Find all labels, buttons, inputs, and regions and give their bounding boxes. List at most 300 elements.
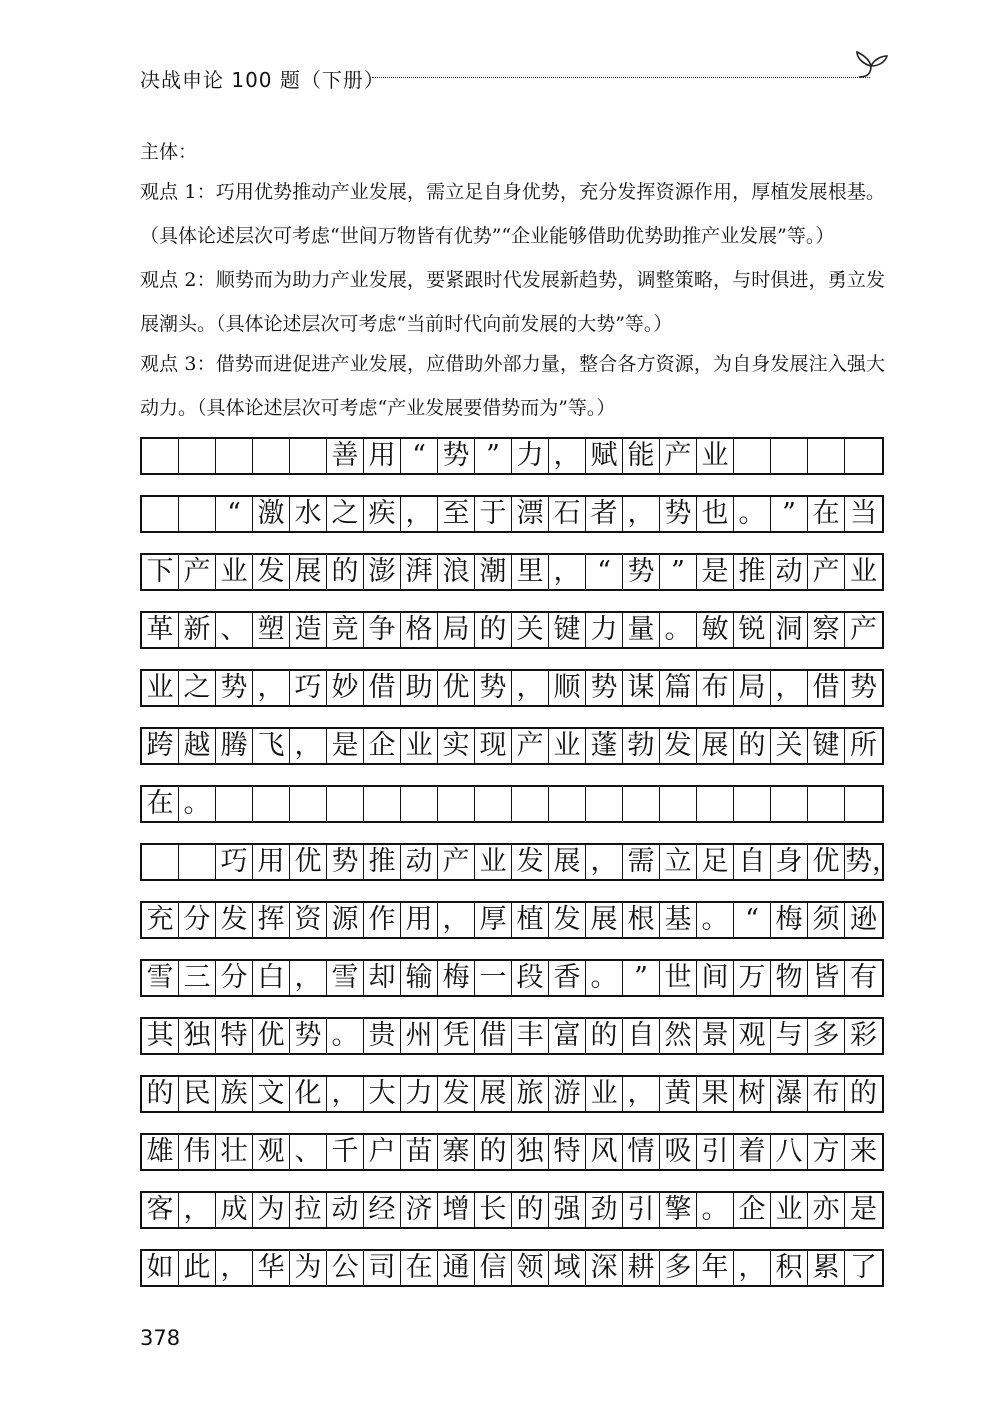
grid-character: ， xyxy=(516,672,544,703)
grid-cell xyxy=(549,961,586,995)
grid-character: 动 xyxy=(775,556,803,587)
grid-cell xyxy=(364,903,401,937)
grid-cell xyxy=(401,787,438,821)
grid-cell xyxy=(253,961,290,995)
grid-cell xyxy=(660,439,697,473)
grid-cell xyxy=(216,1019,253,1053)
grid-cell xyxy=(364,613,401,647)
grid-cell xyxy=(327,439,364,473)
grid-character: 业 xyxy=(553,730,581,761)
grid-character: 寨 xyxy=(442,1136,470,1167)
grid-cell xyxy=(512,1193,549,1227)
grid-cell xyxy=(808,613,845,647)
grid-character: ， xyxy=(442,904,470,935)
grid-cell xyxy=(216,497,253,531)
grid-character: 之 xyxy=(183,672,211,703)
grid-character: 现 xyxy=(479,730,507,761)
grid-cell xyxy=(401,497,438,531)
grid-character: ， xyxy=(627,1078,655,1109)
grid-cell xyxy=(216,671,253,705)
grid-character: 信 xyxy=(479,1252,507,1283)
grid-cell xyxy=(845,845,899,879)
grid-character: 所 xyxy=(850,730,877,761)
grid-character: 域 xyxy=(553,1252,581,1283)
grid-cell xyxy=(364,1251,401,1285)
grid-cell xyxy=(586,1019,623,1053)
grid-cell xyxy=(623,439,660,473)
grid-cell xyxy=(734,439,771,473)
grid-character: 、 xyxy=(294,1136,322,1167)
grid-character: 发 xyxy=(516,846,544,877)
grid-cell xyxy=(771,497,808,531)
grid-character: 领 xyxy=(516,1252,544,1283)
grid-character: 亦 xyxy=(812,1194,840,1225)
viewpoint-2: 观点 2：顺势而为助力产业发展，要紧跟时代发展新趋势，调整策略，与时俱进，勇立发展潮头。（具体论述层次可考虑“当前时代向前发展的大势”等。） xyxy=(140,269,885,335)
grid-character: 苗 xyxy=(405,1136,433,1167)
grid-character: “ xyxy=(227,498,241,529)
grid-cell xyxy=(290,1077,327,1111)
grid-character: 客 xyxy=(146,1194,174,1225)
viewpoint-3: 观点 3：借势而进促进产业发展，应借助外部力量，整合各方资源，为自身发展注入强大动力。（具体论述层次可考虑“产业发展要借势而为”等。） xyxy=(140,353,885,419)
grid-row xyxy=(140,1017,884,1055)
grid-cell xyxy=(623,903,660,937)
grid-cell xyxy=(549,1251,586,1285)
grid-character: 植 xyxy=(516,904,544,935)
grid-character: 观 xyxy=(738,1020,766,1051)
grid-cell xyxy=(438,845,475,879)
grid-cell xyxy=(327,1019,364,1053)
grid-cell xyxy=(697,903,734,937)
grid-character: ” xyxy=(671,556,685,587)
grid-character: 布 xyxy=(812,1078,840,1109)
grid-cell xyxy=(845,961,882,995)
grid-character: 擎 xyxy=(664,1194,692,1225)
grid-cell xyxy=(845,1251,882,1285)
grid-cell xyxy=(327,961,364,995)
header-rule xyxy=(372,77,870,78)
grid-cell xyxy=(845,729,882,763)
grid-cell xyxy=(216,845,253,879)
grid-character: 发 xyxy=(553,904,581,935)
grid-character: 皆 xyxy=(812,962,840,993)
grid-character: 观 xyxy=(257,1136,285,1167)
grid-row xyxy=(140,669,884,707)
grid-character: 作 xyxy=(368,904,396,935)
grid-cell xyxy=(216,439,253,473)
grid-cell xyxy=(697,1135,734,1169)
grid-cell xyxy=(401,671,438,705)
grid-character: 石 xyxy=(553,498,581,529)
grid-character: 展 xyxy=(701,730,729,761)
grid-character: 的 xyxy=(146,1078,174,1109)
grid-cell xyxy=(253,845,290,879)
grid-character: 一 xyxy=(479,962,507,993)
grid-character: 产 xyxy=(183,556,211,587)
grid-cell xyxy=(586,671,623,705)
grid-cell xyxy=(623,845,660,879)
grid-cell xyxy=(475,1019,512,1053)
grid-character: 势 xyxy=(479,672,507,703)
grid-character: 通 xyxy=(442,1252,470,1283)
grid-character: 树 xyxy=(738,1078,766,1109)
grid-cell xyxy=(549,671,586,705)
grid-cell xyxy=(660,729,697,763)
grid-cell xyxy=(549,1135,586,1169)
grid-cell xyxy=(771,1135,808,1169)
grid-cell xyxy=(697,1019,734,1053)
grid-character: 劲 xyxy=(590,1194,618,1225)
grid-character: 分 xyxy=(183,904,211,935)
grid-cell xyxy=(179,555,216,589)
grid-character: 篇 xyxy=(664,672,692,703)
grid-cell xyxy=(253,903,290,937)
grid-cell xyxy=(808,729,845,763)
grid-cell xyxy=(845,439,882,473)
grid-cell xyxy=(734,1019,771,1053)
grid-character: 丰 xyxy=(516,1020,544,1051)
grid-character: 在 xyxy=(405,1252,433,1283)
grid-cell xyxy=(623,671,660,705)
grid-cell xyxy=(438,613,475,647)
grid-cell xyxy=(438,1251,475,1285)
grid-cell xyxy=(475,729,512,763)
grid-cell xyxy=(438,497,475,531)
grid-cell xyxy=(697,671,734,705)
grid-character: 飞 xyxy=(257,730,285,761)
grid-cell xyxy=(290,787,327,821)
grid-character: 的 xyxy=(331,556,359,587)
grid-cell xyxy=(290,1019,327,1053)
grid-character: 腾 xyxy=(220,730,248,761)
grid-character: 在 xyxy=(146,788,174,819)
grid-character: 布 xyxy=(701,672,729,703)
grid-character: 势 xyxy=(627,556,655,587)
grid-cell xyxy=(290,439,327,473)
grid-cell xyxy=(438,555,475,589)
grid-cell xyxy=(290,671,327,705)
grid-cell xyxy=(142,729,179,763)
grid-cell xyxy=(179,729,216,763)
grid-cell xyxy=(771,845,808,879)
grid-cell xyxy=(438,787,475,821)
grid-character: ， xyxy=(294,962,322,993)
grid-character: 分 xyxy=(220,962,248,993)
grid-cell xyxy=(290,961,327,995)
grid-character: 了 xyxy=(850,1252,877,1283)
grid-character: 局 xyxy=(738,672,766,703)
grid-character: 键 xyxy=(553,614,581,645)
grid-character: 深 xyxy=(590,1252,618,1283)
grid-cell xyxy=(438,1019,475,1053)
grid-character: 业 xyxy=(590,1078,618,1109)
grid-character: 。 xyxy=(701,904,729,935)
grid-cell xyxy=(623,729,660,763)
grid-cell xyxy=(808,439,845,473)
grid-cell xyxy=(179,845,216,879)
grid-character: 业 xyxy=(405,730,433,761)
grid-character: 强 xyxy=(553,1194,581,1225)
grid-cell xyxy=(734,961,771,995)
grid-character: 的 xyxy=(479,614,507,645)
grid-character: 户 xyxy=(368,1136,396,1167)
grid-character: 根 xyxy=(627,904,655,935)
grid-character: ” xyxy=(486,440,500,471)
grid-character: 的 xyxy=(590,1020,618,1051)
grid-cell xyxy=(771,671,808,705)
grid-cell xyxy=(253,1019,290,1053)
grid-cell xyxy=(142,1135,179,1169)
grid-cell xyxy=(845,903,882,937)
grid-cell xyxy=(475,961,512,995)
grid-cell xyxy=(586,1135,623,1169)
grid-cell xyxy=(660,903,697,937)
grid-cell xyxy=(512,497,549,531)
grid-cell xyxy=(808,961,845,995)
grid-cell xyxy=(142,613,179,647)
grid-cell xyxy=(142,555,179,589)
grid-cell xyxy=(697,439,734,473)
grid-cell xyxy=(327,671,364,705)
grid-character: 为 xyxy=(257,1194,285,1225)
grid-character: 争 xyxy=(368,614,396,645)
grid-cell xyxy=(327,729,364,763)
grid-character: 立 xyxy=(664,846,692,877)
grid-cell xyxy=(845,555,882,589)
grid-cell xyxy=(660,845,697,879)
grid-character: ， xyxy=(405,498,433,529)
grid-character: 自 xyxy=(627,1020,655,1051)
grid-character: 势 xyxy=(590,672,618,703)
grid-cell xyxy=(808,845,845,879)
grid-cell xyxy=(771,729,808,763)
grid-cell xyxy=(290,555,327,589)
grid-character: 洞 xyxy=(775,614,803,645)
grid-row xyxy=(140,959,884,997)
grid-character: 民 xyxy=(183,1078,211,1109)
grid-character: 者 xyxy=(590,498,618,529)
grid-cell xyxy=(253,1193,290,1227)
grid-cell xyxy=(401,961,438,995)
grid-cell xyxy=(216,1077,253,1111)
grid-character: 富 xyxy=(553,1020,581,1051)
grid-cell xyxy=(364,439,401,473)
grid-character: 用 xyxy=(405,904,433,935)
grid-character: 果 xyxy=(701,1078,729,1109)
grid-cell xyxy=(734,613,771,647)
grid-cell xyxy=(512,845,549,879)
grid-cell xyxy=(660,1019,697,1053)
grid-character: 特 xyxy=(553,1136,581,1167)
grid-cell xyxy=(179,1135,216,1169)
running-header xyxy=(140,58,900,98)
grid-character: 优 xyxy=(812,846,840,877)
grid-character: 势 xyxy=(331,846,359,877)
grid-character: ” xyxy=(782,498,796,529)
grid-character: 关 xyxy=(516,614,544,645)
grid-cell xyxy=(771,961,808,995)
grid-cell xyxy=(549,1193,586,1227)
grid-character: 之 xyxy=(331,498,359,529)
grid-cell xyxy=(660,787,697,821)
grid-cell xyxy=(327,787,364,821)
grid-character: 锐 xyxy=(738,614,766,645)
grid-cell xyxy=(697,787,734,821)
grid-character: 间 xyxy=(701,962,729,993)
grid-cell xyxy=(179,439,216,473)
grid-character: 能 xyxy=(627,440,655,471)
grid-character: 赋 xyxy=(590,440,618,471)
grid-character: 发 xyxy=(220,904,248,935)
grid-row xyxy=(140,843,899,881)
grid-character: 段 xyxy=(516,962,544,993)
grid-cell xyxy=(179,671,216,705)
grid-cell xyxy=(512,961,549,995)
grid-cell xyxy=(808,1251,845,1285)
grid-cell xyxy=(216,1135,253,1169)
grid-cell xyxy=(512,903,549,937)
grid-cell xyxy=(216,555,253,589)
grid-character: 耕 xyxy=(627,1252,655,1283)
grid-cell xyxy=(549,439,586,473)
grid-cell xyxy=(623,1193,660,1227)
grid-character: 展 xyxy=(294,556,322,587)
grid-character: 。 xyxy=(590,962,618,993)
grid-cell xyxy=(327,497,364,531)
grid-character: 业 xyxy=(479,846,507,877)
grid-character: 与 xyxy=(775,1020,803,1051)
grid-character: 动 xyxy=(405,846,433,877)
grid-character: 借 xyxy=(479,1020,507,1051)
grid-character: 量 xyxy=(627,614,655,645)
grid-character: 业 xyxy=(775,1194,803,1225)
grid-cell xyxy=(401,1077,438,1111)
grid-character: 拉 xyxy=(294,1194,322,1225)
grid-cell xyxy=(475,613,512,647)
grid-character: 多 xyxy=(812,1020,840,1051)
grid-cell xyxy=(216,1193,253,1227)
grid-character: 革 xyxy=(146,614,174,645)
grid-cell xyxy=(327,1251,364,1285)
grid-character: 雪 xyxy=(146,962,174,993)
grid-cell xyxy=(808,787,845,821)
grid-cell xyxy=(512,671,549,705)
grid-cell xyxy=(327,845,364,879)
grid-character: 蓬 xyxy=(590,730,618,761)
grid-cell xyxy=(623,961,660,995)
grid-cell xyxy=(216,613,253,647)
grid-cell xyxy=(697,961,734,995)
grid-character: 济 xyxy=(405,1194,433,1225)
grid-character: 资 xyxy=(294,904,322,935)
grid-character: ， xyxy=(183,1194,211,1225)
grid-cell xyxy=(253,497,290,531)
grid-cell xyxy=(586,613,623,647)
grid-character: 长 xyxy=(479,1194,507,1225)
grid-character: 势， xyxy=(845,846,899,877)
grid-character: 助 xyxy=(405,672,433,703)
grid-character: 来 xyxy=(850,1136,877,1167)
grid-character: 的 xyxy=(850,1078,877,1109)
grid-character: 贵 xyxy=(368,1020,396,1051)
grid-character: 累 xyxy=(812,1252,840,1283)
grid-cell xyxy=(401,903,438,937)
grid-cell xyxy=(660,497,697,531)
grid-character: 却 xyxy=(368,962,396,993)
grid-character: 塑 xyxy=(257,614,285,645)
grid-cell xyxy=(586,1251,623,1285)
grid-character: 万 xyxy=(738,962,766,993)
grid-cell xyxy=(179,961,216,995)
grid-character: 年 xyxy=(701,1252,729,1283)
grid-character: 于 xyxy=(479,498,507,529)
grid-character: 瀑 xyxy=(775,1078,803,1109)
grid-cell xyxy=(771,1193,808,1227)
grid-character: 产 xyxy=(664,440,692,471)
grid-character: 在 xyxy=(812,498,840,529)
grid-cell xyxy=(438,1193,475,1227)
grid-character: 势 xyxy=(220,672,248,703)
grid-cell xyxy=(179,1193,216,1227)
grid-character: 漂 xyxy=(516,498,544,529)
grid-character: ， xyxy=(553,440,581,471)
grid-cell xyxy=(327,903,364,937)
grid-character: 下 xyxy=(146,556,174,587)
grid-character: 伟 xyxy=(183,1136,211,1167)
grid-character: 产 xyxy=(812,556,840,587)
grid-character: 展 xyxy=(553,846,581,877)
grid-cell xyxy=(475,903,512,937)
grid-cell xyxy=(697,1193,734,1227)
grid-character: 湃 xyxy=(405,556,433,587)
grid-character: 竞 xyxy=(331,614,359,645)
grid-character: 业 xyxy=(701,440,729,471)
grid-cell xyxy=(327,1135,364,1169)
grid-cell xyxy=(327,613,364,647)
grid-character: 水 xyxy=(294,498,322,529)
grid-cell xyxy=(253,729,290,763)
grid-character: 景 xyxy=(701,1020,729,1051)
grid-cell xyxy=(142,1193,179,1227)
grid-character: 顺 xyxy=(553,672,581,703)
grid-character: 企 xyxy=(368,730,396,761)
grid-character: 巧 xyxy=(220,846,248,877)
grid-cell xyxy=(401,729,438,763)
grid-cell xyxy=(290,729,327,763)
grid-character: 疾 xyxy=(368,498,396,529)
grid-cell xyxy=(586,787,623,821)
grid-cell xyxy=(771,1019,808,1053)
grid-cell xyxy=(179,613,216,647)
grid-cell xyxy=(364,1077,401,1111)
grid-character: 键 xyxy=(812,730,840,761)
grid-cell xyxy=(438,1077,475,1111)
grid-cell xyxy=(290,613,327,647)
grid-cell xyxy=(438,729,475,763)
grid-cell xyxy=(771,439,808,473)
grid-cell xyxy=(364,555,401,589)
grid-cell xyxy=(549,845,586,879)
grid-character: 推 xyxy=(368,846,396,877)
grid-character: 是 xyxy=(331,730,359,761)
grid-cell xyxy=(771,903,808,937)
grid-row xyxy=(140,901,884,939)
grid-cell xyxy=(253,555,290,589)
grid-cell xyxy=(179,1077,216,1111)
grid-character: 物 xyxy=(775,962,803,993)
grid-cell xyxy=(438,961,475,995)
grid-cell xyxy=(734,671,771,705)
grid-character: 司 xyxy=(368,1252,396,1283)
